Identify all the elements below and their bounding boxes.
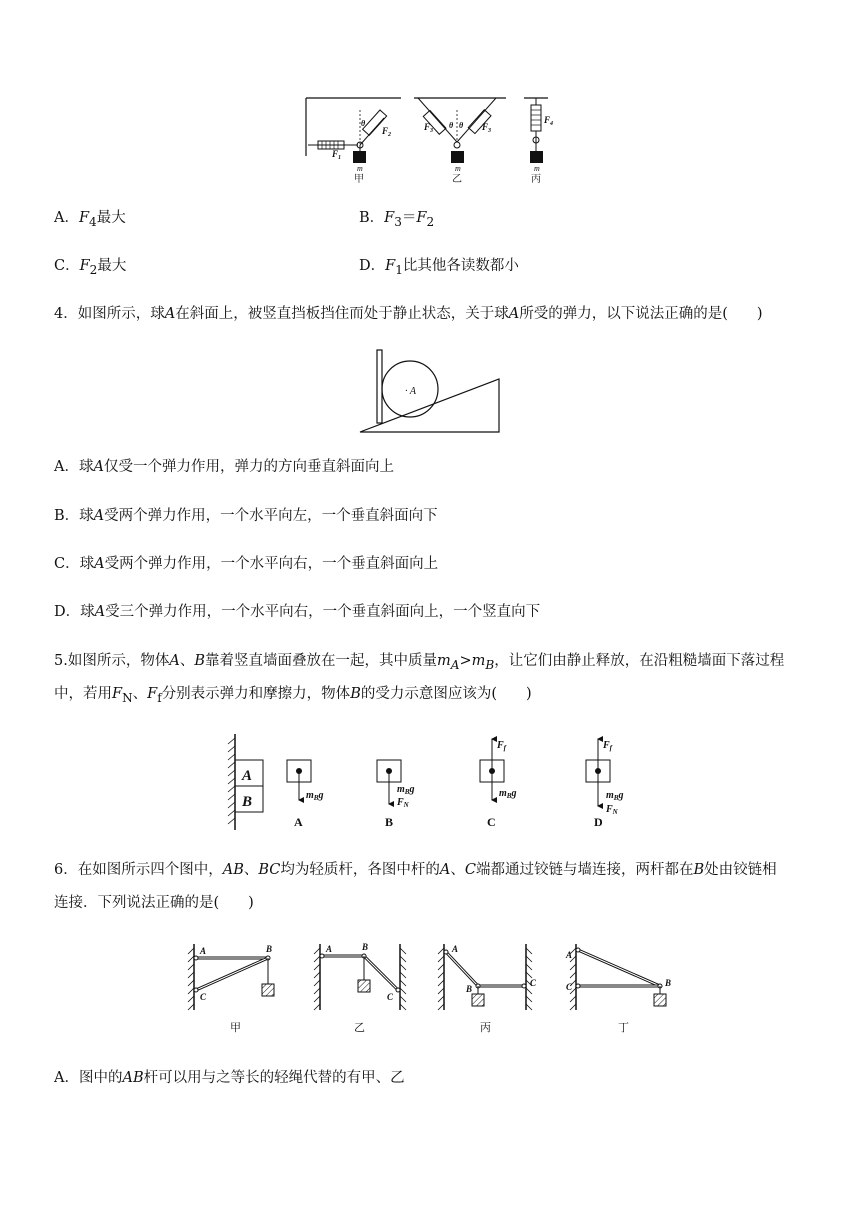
svg-text:丁: 丁 bbox=[618, 1022, 629, 1034]
q5-choice-label-c[interactable]: C bbox=[487, 815, 496, 829]
q4-incline-ball-figure bbox=[355, 346, 505, 436]
q4-option-c[interactable]: C．球A受两个弹力作用，一个水平向右，一个垂直斜面向上 bbox=[54, 556, 439, 572]
svg-text:A: A bbox=[242, 768, 253, 784]
q6-setup-bing bbox=[438, 944, 537, 1034]
q6-setup-yi bbox=[314, 942, 406, 1034]
q6-setup-jia bbox=[188, 944, 274, 1034]
q4-option-b[interactable]: B．球A受两个弹力作用，一个水平向左，一个垂直斜面向下 bbox=[54, 508, 438, 524]
q6-stem-line1: 6．在如图所示四个图中，AB、BC均为轻质杆，各图中杆的A、C端都通过铰链与墙连接，两杆都在B处由铰链相 bbox=[54, 862, 777, 878]
svg-text:FN: $F_N$ bbox=[606, 804, 618, 816]
svg-text:A: A bbox=[326, 944, 333, 954]
q5-wall-blocks bbox=[228, 734, 263, 830]
q5-choice-label-a[interactable]: A bbox=[294, 815, 303, 829]
svg-text:甲: 甲 bbox=[230, 1022, 241, 1034]
q5-choice-d-diagram bbox=[586, 739, 623, 829]
q3-option-a[interactable]: A．$F_4$最大 bbox=[54, 210, 126, 229]
q3-setup-jia bbox=[306, 98, 401, 185]
svg-text:C: C bbox=[200, 992, 207, 1002]
q3-option-b[interactable]: B．$F_3=F_2$ bbox=[359, 210, 435, 229]
q5-choice-label-b[interactable]: B bbox=[385, 815, 394, 829]
svg-text:mBg: $m_Bg$ bbox=[306, 790, 324, 802]
q6-setup-ding bbox=[565, 944, 671, 1034]
svg-text:F3: $F_3$ bbox=[424, 122, 434, 134]
q5-choice-a-diagram bbox=[287, 760, 323, 829]
q5-choice-c-diagram bbox=[480, 739, 516, 829]
q6-option-a[interactable]: A．图中的AB杆可以用与之等长的轻绳代替的有甲、乙 bbox=[54, 1070, 405, 1086]
q3-setup-yi bbox=[414, 98, 506, 185]
svg-text:mBg: $m_Bg$ bbox=[606, 790, 624, 802]
svg-text:乙: 乙 bbox=[354, 1022, 365, 1034]
svg-text:Ff: $F_f$ bbox=[603, 740, 613, 752]
svg-text:A: A bbox=[200, 946, 207, 956]
svg-text:· A: · A bbox=[405, 386, 416, 397]
svg-text:B: B bbox=[665, 978, 672, 988]
q3-label-jia: 甲 bbox=[354, 174, 364, 185]
q5-choice-b-diagram bbox=[377, 760, 414, 829]
q4-stem: 4．如图所示，球A在斜面上，被竖直挡板挡住而处于静止状态，关于球A所受的弹力，以下说法正确的是( ) bbox=[54, 306, 763, 322]
svg-text:C: C bbox=[566, 982, 573, 992]
q3-label-yi: 乙 bbox=[452, 174, 462, 185]
svg-text:C: C bbox=[530, 978, 537, 988]
svg-text:F2: $F_2$ bbox=[382, 126, 392, 138]
q4-option-d[interactable]: D．球A受三个弹力作用，一个水平向右，一个垂直斜面向上，一个竖直向下 bbox=[54, 604, 541, 620]
q4-board bbox=[377, 350, 382, 423]
svg-text:A: A bbox=[566, 950, 573, 960]
svg-text:θ: θ bbox=[449, 121, 454, 130]
svg-text:FN: $F_N$ bbox=[397, 797, 409, 809]
svg-text:B: B bbox=[466, 984, 473, 994]
svg-text:A: A bbox=[452, 944, 459, 954]
q5-choice-label-d[interactable]: D bbox=[594, 815, 603, 829]
q5-stem-line1: 5.如图所示，物体A、B靠着竖直墙面叠放在一起，其中质量$m_A>m_B$，让它们由静止释放，在沿粗糙墙面下落过程 bbox=[54, 653, 785, 672]
q4-option-a[interactable]: A．球A仅受一个弹力作用，弹力的方向垂直斜面向上 bbox=[54, 459, 394, 475]
svg-text:θ: θ bbox=[459, 121, 464, 130]
svg-text:m: m bbox=[534, 164, 540, 173]
svg-text:mBg: $m_Bg$ bbox=[499, 788, 517, 800]
svg-text:B: B bbox=[362, 942, 369, 952]
q3-setup-bing bbox=[524, 98, 553, 185]
svg-text:θ: θ bbox=[361, 119, 366, 128]
svg-text:m: m bbox=[357, 164, 363, 173]
q3-spring-scale-figure bbox=[296, 90, 566, 190]
svg-text:C: C bbox=[387, 992, 394, 1002]
svg-text:F4: $F_4$ bbox=[544, 115, 554, 127]
svg-text:mBg: $m_Bg$ bbox=[397, 784, 415, 796]
svg-text:B: B bbox=[242, 794, 253, 810]
q4-incline bbox=[360, 379, 499, 432]
svg-text:F3: $F_3$ bbox=[482, 122, 492, 134]
q6-stem-line2: 连接．下列说法正确的是( ) bbox=[54, 895, 254, 911]
q5-force-diagram-figure bbox=[222, 730, 642, 834]
svg-text:丙: 丙 bbox=[480, 1022, 491, 1034]
svg-text:m: m bbox=[455, 164, 461, 173]
svg-text:F1: $F_1$ bbox=[332, 149, 342, 161]
q3-label-bing: 丙 bbox=[531, 174, 541, 185]
q3-option-c[interactable]: C．$F_2$最大 bbox=[54, 258, 127, 277]
q3-option-d[interactable]: D．$F_1$比其他各读数都小 bbox=[359, 258, 519, 277]
q5-stem-line2: 中，若用$F_N$、$F_f$分别表示弹力和摩擦力，物体B的受力示意图应该为( ) bbox=[54, 686, 532, 705]
svg-text:Ff: $F_f$ bbox=[497, 740, 507, 752]
q6-rod-figures bbox=[182, 938, 682, 1038]
svg-text:B: B bbox=[266, 944, 273, 954]
